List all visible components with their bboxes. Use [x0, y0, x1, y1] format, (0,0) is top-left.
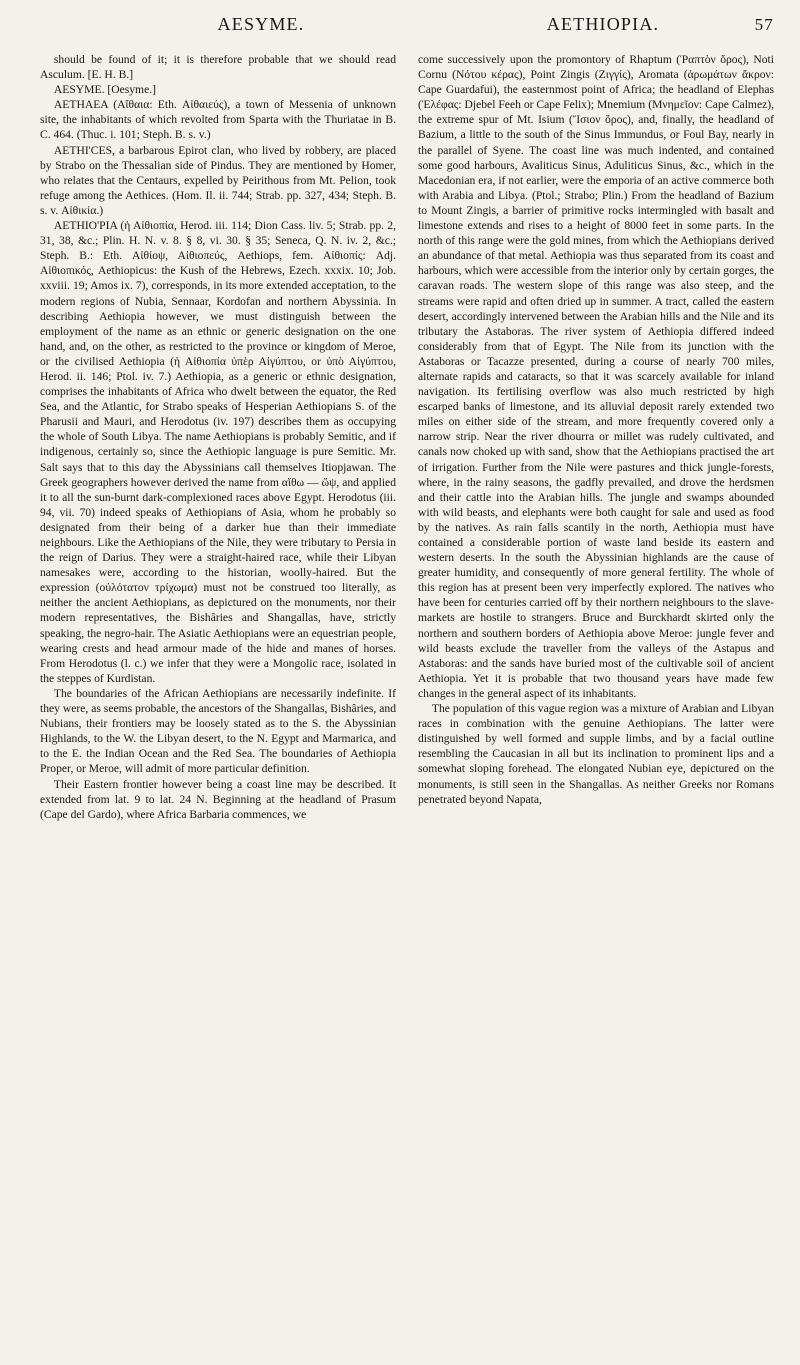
text-columns	[40, 52, 774, 822]
paragraph: Their Eastern frontier however being a coast line may be described. It extended from lat. 9 to lat. 24 N. Beginning at the headland of Prasum (Cape del Gardo), where Africa Barbaria commences, we	[40, 777, 396, 821]
paragraph: should be found of it; it is therefore probable that we should read Asculum. [E. H. B.]	[40, 53, 396, 82]
entry-aethiopia: AETHIO'PIA (ἡ Αἰθιοπία, Herod. iii. 114; Dion Cass. liv. 5; Strab. pp. 2, 31, 38, &c.; Plin. H. N. v. 8. § 8, vi. 30. § 35; Seneca, Q. N. iv. 2, &c.; Steph. B.: Eth. Αἰθίοψ, Αἰθιοπεύς, Aethiops, fem. Αἰθιοπίς: Adj. Αἰθιοπικός, Aethiopicus: the Kush of the Hebrews, Ezech. xxxix. 10; Job. xxviii. 19; Amos ix. 7), corresponds, in its more extended acceptation, to the modern regions of Nubia, Sennaar, Kordofan and northern Abyssinia. In describing Aethiopia however, we must distinguish between the employment of the name as an ethnic or generic designation on the one hand, and, on the other, as restricted to the province or kingdom of Meroe, or the civilised Aethiopia (ἡ Αἰθιοπία ὑπὲρ Αἰγύπτου, or ὑπὸ Αἰγύπτου, Herod. ii. 146; Ptol. iv. 7.) Aethiopia, as a generic or ethnic designation, comprises the inhabitants of Africa who dwelt between the equator, the Red Sea, and the Atlantic, for Strabo speaks of Hesperian Aethiopians S. of the Pharusii and Mauri, and Herodotus (iv. 197) describes them as occupying the whole of South Libya. The name Aethiopians is probably Semitic, and if indigenous, certainly so, since the Aethiopic language is pure Semitic. Mr. Salt says that to this day the Abyssinians call themselves Itiopjawan. The Greek geographers however derived the name from αἴθω — ὤψ, and applied it to all the sun-burnt dark-complexioned races above Egypt. Herodotus (iii. 94, vii. 70) indeed speaks of Aethiopians of Asia, whom he probably so designated from their being of a darker hue than their immediate neighbours. Like the Aethiopians of the Nile, they were tributary to Persia in the reign of Darius. They were a straight-haired race, while their Libyan namesakes were, according to the historian, woolly-haired. But the expression (οὐλότατον τρίχωμα) must not be construed too literally, as neither the ancient Aethiopians, as depictured on the monuments, nor their modern representatives, the Bishâries and Shangallas, have, strictly speaking, the negro-hair. The Asiatic Aethiopians were an equestrian people, wearing crests and head armour made of the hide and manes of horses. From Herodotus (l. c.) we infer that they were a Mongolic race, isolated in the steppes of Kurdistan.	[40, 219, 396, 685]
header-right-title: AETHIOPIA.	[546, 14, 660, 34]
paragraph: The boundaries of the African Aethiopians are necessarily indefinite. If they were, as seems probable, the ancestors of the Shangallas, Bishâries, and Nubians, their frontiers may be loosely stated as to the S. the Abyssinian Highlands, to the W. the Libyan desert, to the N. Egypt and Marmarica, and to the E. the Indian Ocean and the Red Sea. The boundaries of Aethiopia Proper, or Meroe, will admit of more particular definition.	[40, 686, 396, 776]
paragraph: The population of this vague region was a mixture of Arabian and Libyan races in combination with the genuine Aethiopians. The latter were distinguished by well formed and supple limbs, and by a facial outline resembling the Caucasian in all but its inclination to prominent lips and a somewhat sloping forehead. The elongated Nubian eye, depictured on the monuments, is still seen in the Shangallas. As neither Greeks nor Romans penetrated beyond Napata,	[418, 702, 774, 806]
right-column	[418, 52, 774, 822]
entry-aethaea: AETHAEA (Αἴθαια: Eth. Αἰθαιεύς), a town of Messenia of unknown site, the inhabitants of which revolted from Sparta with the Thuriatae in B. C. 464. (Thuc. i. 101; Steph. B. s. v.)	[40, 98, 396, 142]
running-header	[40, 14, 774, 46]
entry-aesyme: AESYME. [Oesyme.]	[53, 83, 156, 97]
paragraph: come successively upon the promontory of Rhaptum (Ῥαπτὸν ὄρος), Noti Cornu (Νότου κέρας), Point Zingis (Ζιγγίς), Aromata (ἀρωμάτων ἄκρον: Cape Guardafui), the easternmost point of Africa; the headland of Elephas (Ἐλέφας: Djebel Feeh or Cape Felix); Mnemium (Μνημεῖον: Cape Calmez), the extreme spur of Mt. Isium (Ἴσιον ὄρος), and, finally, the headland of Bazium, a little to the south of the Sinus Immundus, or Foul Bay, nearly in the parallel of Syene. The coast line was much indented, and contained some good harbours, Avaliticus Sinus, Aduliticus Sinus, &c., which in the Macedonian era, if not earlier, were the emporia of an active commerce both with Arabia and Libya. (Ptol.; Strabo; Plin.) From the headland of Bazium to Mount Zingis, a barrier of primitive rocks intermingled with basalt and limestone extends and rises to a height of 8000 feet in some parts. In the north of this range were the gold mines, from which the Aethiopians derived an abundance of that metal. Aethiopia was thus separated from its coast and harbours, which were accessible from the interior only by certain gorges, the caravan roads. The western slope of this range was also steep, and the streams were rapid and often dried up in summer. A tract, called the eastern desert, accordingly intervened between the Arabian hills and the Nile and its tributary the Astaboras. The river system of Aethiopia differed indeed considerably from that of Egypt. The Nile from its junction with the Astaboras or Tacazze presented, during a course of nearly 700 miles, alternate rapids and cataracts, so that it was scarcely available for inland navigation. Its fertilising overflow was also much restricted by high escarped banks of limestone, and its alluvial deposit rarely extended two miles on either side of the stream, and more frequently covered only a narrow strip. Near the river dhourra or millet was rudely cultivated, and canals now choked up with sand, show that the Aethiopians practised the art of irrigation. Further from the Nile were pastures and thick jungle-forests, where, in the rainy seasons, the gadfly prevailed, and drove the herdsmen and their cattle into the Arabian hills. The jungle and swamps abounded with wild beasts, and elephants were both caught for sale and used as food by the natives. As rain falls scantily in the north, Aethiopia must have contained a considerable portion of waste land beside its eastern and western deserts. In the south the Abyssinian highlands are the cause of greater humidity, and consequently of more general fertility. The whole of this region has at present been very imperfectly explored. The natives who have been for centuries carried off by their northern neighbours to the slave-markets are hostile to strangers. Bruce and Burckhardt skirted only the northern and southern borders of Aethiopia above Meroe: jungle fever and wild beasts exclude the traveller from the valleys of the Astapus and Astaboras: and the sands have buried most of the cultivable soil of ancient Aethiopia. Yet it is probable that two thousand years have made few changes in the general aspect of its inhabitants.	[418, 53, 774, 700]
header-left-title: AESYME.	[217, 14, 305, 34]
left-column	[40, 52, 396, 822]
entry-aethices: AETHI'CES, a barbarous Epirot clan, who lived by robbery, are placed by Strabo on the Thessalian side of Pindus. They are mentioned by Homer, who relates that the Centaurs, expelled by Peirithous from Mt. Pelion, took refuge among the Aethices. (Hom. Il. ii. 744; Strab. pp. 327, 434; Steph. B. s. v. Αἰθικία.)	[40, 143, 396, 217]
page-number: 57	[754, 15, 774, 34]
